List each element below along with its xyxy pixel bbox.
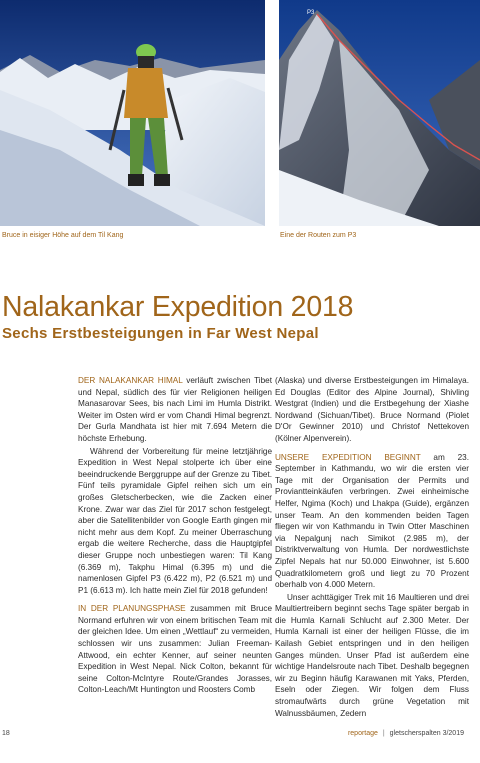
paragraph <box>78 603 272 696</box>
article-column-right <box>275 375 469 726</box>
paragraph <box>275 452 469 591</box>
peak-label-p3: P3 <box>307 10 315 16</box>
footer-section: reportage <box>347 730 378 737</box>
paragraph-lead: IN DER PLANUNGSPHASE <box>78 604 186 614</box>
photo-caption-right: Eine der Routen zum P3 <box>280 232 357 239</box>
photo-route-p3 <box>279 0 480 226</box>
paragraph: (Alaska) und diverse Erstbesteigungen im Himalaya. Ed Douglas (Editor des Alpine Journal), Shivling Westgrat (Indien) und die Erstbegehung der Xiashe Nordwand (Sichuan/Tibet). Bruce Normand (Piolet D'Or Gewinner 2010) und Christof Nettekoven (Kölner Alpenverein). <box>275 376 469 443</box>
paragraph <box>78 375 272 445</box>
paragraph-text: zusammen mit Bruce Normand erfuhren wir von einem britischen Team mit der gleichen Idee. Um einen „Wettlauf“ zu vermeiden, schlossen wir uns zusammen: Julian Freeman-Attwood, ein echter Kenner, auf seiner neunten Expedition in West Nepal. Nick Colton, bekannt für seine Colton-McIntyre Route/Grandes Jorasses, Colton-Leach/Mt Huntington und Roosters Comb <box>78 604 272 695</box>
footer-publication <box>348 730 464 737</box>
page-number: 18 <box>2 730 10 737</box>
paragraph: Unser achttägiger Trek mit 16 Maultieren und drei Maultiertreibern beginnt sechs Tage später bergab in die Humla Karnali Schlucht auf 2.300 Meter. Der Humla Karnali ist einer der heiligen Flüsse, die im Kailash Gebiet entspringen und in den heiligen Ganges münden. Unser Pfad ist außerdem eine wichtige Handelsroute nach Tibet. Deshalb begegnen wir zu Beginn häufig Karawanen mit Yaks, Pferden, Eseln oder Ziegen. Wir folgen dem Fluss stromaufwärts durch grüne Vegetation mit Walnussbäumen, Zedern <box>275 592 469 718</box>
paragraph-lead: DER NALAKANKAR HIMAL <box>78 376 183 385</box>
footer-magazine: gletscherspalten 3/2019 <box>389 730 464 737</box>
paragraph-lead: UNSERE EXPEDITION BEGINNT <box>275 452 421 462</box>
article-title: Nalakankar Expedition 2018 <box>2 291 354 324</box>
article-column-left <box>78 375 272 703</box>
paragraph-text: verläuft zwischen Tibet und Nepal, südlich des für vier Religionen heiligen Manasarovar Sees, bis nach Limi im Humla Distrikt. Weiter im Osten wird er vom Chandi Himal begrenzt. Der Gurla Mandhata ist hier mit 7.694 Metern die höchste Erhebung. <box>78 376 272 443</box>
paragraph-text: am 23. September in Kathmandu, wo wir die ersten vier Tage mit der Organisation der Permits und Proviantteinkäufen verbringen. Zwei einheimische Helfer, Ngima (Koch) und Lhakpa (Guide), ergänzen unser Team. An den kommenden beiden Tagen fliegen wir von Kathmandu in Twin Otter Maschinen via Nepalgunj nach Simikot (2.985 m), der Distriktverwaltung von Humla. Der nordwestlichste Zipfel Nepals hat nur 50.000 Einwohner, ist 5.600 Quadratkilometern groß und liegt zu 70 Prozent oberhalb von 4.000 Metern. <box>275 452 469 590</box>
footer-separator: | <box>382 730 385 737</box>
photo-climber-til-kang <box>0 0 265 226</box>
photo-caption-left: Bruce in eisiger Höhe auf dem Til Kang <box>2 232 124 239</box>
article-subtitle: Sechs Erstbesteigungen in Far West Nepal <box>2 325 319 343</box>
paragraph: Während der Vorbereitung für meine letztjährige Expedition in West Nepal stolperte ich über eine beeindruckende Berggruppe auf der Grenze zu Tibet. Fünf teils pyramidale Gipfel reihen sich um ein großes Gletscherbecken, wie die Zacken einer Krone. Zwar war das Ziel für 2017 schon festgelegt, aber die Satellitenbilder von Google Earth gingen mir nicht mehr aus dem Kopf. Zu meiner Überraschung ergab die weitere Recherche, dass die Hauptgipfel dieser Gruppe noch unbestiegen waren: Til Kang (6.369 m), Takphu Himal (6.395 m) und die namenlosen Gipfel P3 (6.422 m), P2 (6.521 m) und P1 (6.613 m). Ich hatte mein Ziel für 2018 gefunden! <box>78 446 272 595</box>
